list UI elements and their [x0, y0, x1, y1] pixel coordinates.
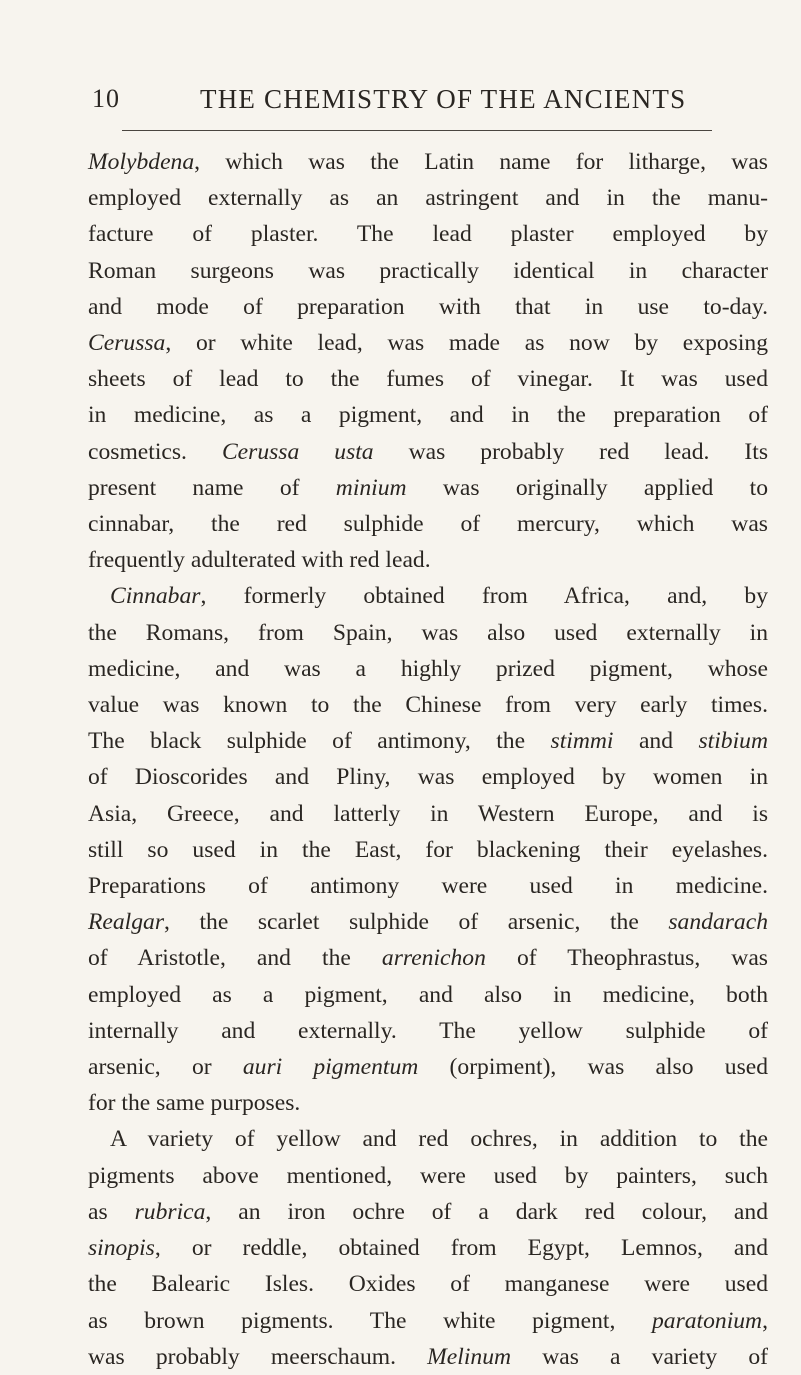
text-segment: was probably red lead. Its [373, 438, 769, 465]
text-line [88, 216, 768, 252]
italic-term: Molybdena [88, 149, 195, 175]
text-line [88, 723, 768, 759]
text-segment: of Theophrastus, was [485, 945, 768, 972]
text-line [88, 1303, 768, 1339]
text-segment: of Dioscorides and Pliny, was employed by women in [88, 764, 768, 791]
text-segment: and [613, 728, 699, 755]
text-line [88, 759, 768, 795]
text-segment: , or reddle, obtained from Egypt, Lemnos, and [154, 1235, 768, 1262]
italic-term: minium [335, 474, 407, 501]
text-segment: , which was the Latin name for litharge, was [194, 149, 768, 175]
text-segment: was a variety of [511, 1343, 768, 1370]
text-line [88, 615, 768, 651]
text-segment: cosmetics. [88, 438, 222, 465]
text-segment: , formerly obtained from Africa, and, by [200, 583, 768, 610]
text-line [88, 361, 768, 397]
text-segment: frequently adulterated with red lead. [88, 547, 431, 574]
italic-term: rubrica [134, 1198, 206, 1225]
text-line [88, 434, 768, 470]
text-segment: as [88, 1198, 135, 1225]
text-segment: , the scarlet sulphide of arsenic, the [164, 909, 669, 936]
text-segment: sheets of lead to the fumes of vinegar. It was used [88, 366, 768, 393]
text-line [88, 1194, 768, 1230]
text-line [88, 289, 768, 325]
running-head: THE CHEMISTRY OF THE ANCIENTS [200, 84, 687, 114]
text-line [88, 687, 768, 723]
text-line [88, 253, 768, 289]
body-text [88, 144, 768, 1375]
italic-term: Realgar [88, 909, 165, 936]
text-segment: present name of [88, 474, 336, 501]
italic-term: sandarach [668, 909, 768, 936]
text-segment: was probably meerschaum. [88, 1343, 428, 1370]
text-segment: and mode of preparation with that in use to-day. [88, 293, 768, 320]
text-line [88, 578, 768, 614]
text-line [88, 470, 768, 506]
text-line [88, 651, 768, 687]
italic-term: Cinnabar [110, 583, 201, 610]
text-segment: the Romans, from Spain, was also used externally in [88, 619, 768, 646]
text-segment: facture of plaster. The lead plaster employed by [88, 221, 768, 248]
italic-term: Cerussa usta [221, 438, 374, 465]
italic-term: Cerussa [88, 330, 166, 357]
text-line [88, 144, 768, 180]
text-segment: for the same purposes. [88, 1090, 301, 1117]
text-segment: cinnabar, the red sulphide of mercury, which was [88, 511, 768, 538]
text-segment: A variety of yellow and red ochres, in addition to the [110, 1126, 768, 1153]
text-segment: value was known to the Chinese from very early times. [88, 692, 768, 719]
text-segment: employed as a pigment, and also in medicine, both [88, 981, 768, 1008]
text-segment: the Balearic Isles. Oxides of manganese were used [88, 1271, 768, 1298]
text-line [88, 868, 768, 904]
text-segment: still so used in the East, for blackening their eyelashes. [88, 836, 768, 863]
text-segment: of Aristotle, and the [88, 945, 382, 972]
italic-term: paratonium [651, 1307, 763, 1334]
text-line [88, 397, 768, 433]
text-segment: in medicine, as a pigment, and in the preparation of [88, 402, 768, 429]
text-segment: Roman surgeons was practically identical in character [88, 257, 768, 284]
text-segment: as brown pigments. The white pigment, [88, 1307, 652, 1334]
text-line [88, 832, 768, 868]
text-segment: Asia, Greece, and latterly in Western Europe, and is [88, 800, 768, 827]
text-line [88, 325, 768, 361]
text-line [88, 506, 768, 542]
italic-term: sinopis [88, 1235, 155, 1262]
text-segment: was originally applied to [406, 474, 768, 501]
text-line [88, 1049, 768, 1085]
text-segment: , [762, 1307, 768, 1334]
page-header [92, 84, 712, 124]
page-number: 10 [92, 84, 120, 113]
text-segment: internally and externally. The yellow sulphide of [88, 1017, 768, 1044]
text-line [88, 1085, 768, 1121]
text-segment: arsenic, or [88, 1054, 243, 1081]
text-line [88, 542, 768, 578]
text-segment: (orpiment), was also used [418, 1054, 769, 1081]
text-segment: , or white lead, was made as now by exposing [165, 330, 768, 357]
text-line [88, 1230, 768, 1266]
text-segment: medicine, and was a highly prized pigment, whose [88, 655, 768, 682]
text-line [88, 1158, 768, 1194]
text-line [88, 1339, 768, 1375]
text-line [88, 796, 768, 832]
text-line [88, 977, 768, 1013]
text-segment: Preparations of antimony were used in medicine. [88, 873, 768, 900]
header-rule [122, 130, 712, 131]
text-segment: The black sulphide of antimony, the [88, 728, 551, 755]
text-segment: pigments above mentioned, were used by painters, such [88, 1162, 768, 1189]
italic-term: stibium [698, 728, 768, 755]
text-line [88, 1121, 768, 1157]
text-line [88, 940, 768, 976]
text-line [88, 1013, 768, 1049]
text-segment: employed externally as an astringent and in the manu- [88, 185, 768, 212]
italic-term: arrenichon [381, 945, 486, 972]
italic-term: Melinum [427, 1343, 512, 1370]
text-line [88, 180, 768, 216]
text-line [88, 904, 768, 940]
italic-term: stimmi [550, 728, 614, 755]
italic-term: auri pigmentum [242, 1054, 419, 1081]
text-segment: , an iron ochre of a dark red colour, and [205, 1198, 768, 1225]
